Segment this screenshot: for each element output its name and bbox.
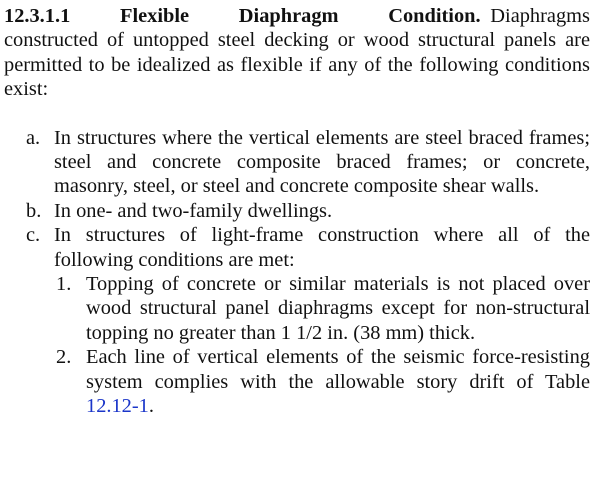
list-marker: a. bbox=[26, 126, 41, 149]
section-heading bbox=[4, 5, 481, 27]
subconditions-list bbox=[54, 272, 590, 418]
section-intro: Diaphragms constructed of untopped steel decking or wood structural panels are permitted to be idealized as flexible if any of the following conditions exist: bbox=[4, 5, 590, 101]
section-title: Flexible Diaphragm Condition. bbox=[120, 5, 481, 27]
condition-text: In one- and two-family dwellings. bbox=[54, 199, 333, 222]
document-page bbox=[4, 0, 590, 419]
list-marker: 1. bbox=[56, 273, 72, 296]
list-marker: 2. bbox=[56, 346, 72, 369]
condition-text: In structures where the vertical elements are steel braced frames; steel and concrete composite braced frames; or concrete, masonry, steel, or steel and concrete composite shear walls. bbox=[54, 126, 590, 198]
list-marker: b. bbox=[26, 199, 42, 222]
subcondition-text: Topping of concrete or similar materials is not placed over wood structural panel diaphragms except for non-structural topping no greater than 1 1/2 in. (38 mm) thick. bbox=[86, 273, 590, 344]
condition-item-c bbox=[4, 223, 590, 418]
subcondition-text: Each line of vertical elements of the seismic force-resisting system complies with the allowable story drift of Table bbox=[86, 346, 590, 393]
condition-item-b bbox=[4, 199, 590, 223]
condition-text: In structures of light-frame construction where all of the following conditions are met: bbox=[54, 224, 590, 271]
conditions-list bbox=[4, 126, 590, 419]
subcondition-item-1 bbox=[54, 272, 590, 345]
section-number: 12.3.1.1 bbox=[4, 5, 71, 27]
section-paragraph bbox=[4, 4, 590, 102]
condition-item-a bbox=[4, 126, 590, 199]
sentence-end: . bbox=[148, 395, 154, 418]
table-reference-link[interactable]: 12.12-1 bbox=[86, 395, 149, 418]
list-marker: c. bbox=[26, 224, 41, 247]
subcondition-item-2 bbox=[54, 345, 590, 418]
